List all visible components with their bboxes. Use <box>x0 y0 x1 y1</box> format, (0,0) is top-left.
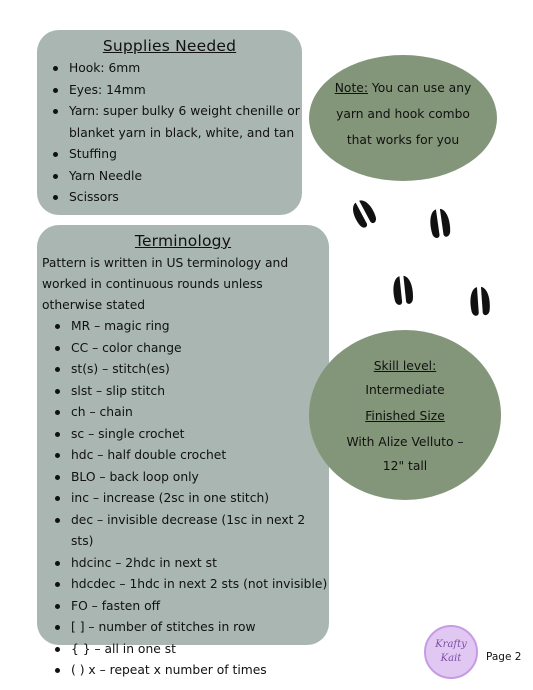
supplies-item: Yarn Needle <box>51 166 302 188</box>
size-line-2: 12" tall <box>382 459 428 473</box>
term-item: ch – chain <box>53 402 329 424</box>
terminology-intro: Pattern is written in US terminology and worked in continuous rounds unless otherwise stated <box>42 256 289 312</box>
logo-line-1: Krafty <box>435 639 467 650</box>
term-item: inc – increase (2sc in one stitch) <box>53 488 329 510</box>
hoofprint-icon <box>347 197 381 231</box>
skill-label: Skill level: <box>373 359 437 373</box>
skill-level: Intermediate <box>365 383 445 397</box>
supplies-item: Eyes: 14mm <box>51 80 302 102</box>
supplies-item: Scissors <box>51 187 302 209</box>
hoofprint-icon <box>385 272 421 310</box>
term-item: hdc – half double crochet <box>53 445 329 467</box>
terminology-title: Terminology <box>134 232 232 250</box>
skill-oval <box>309 330 501 500</box>
term-item: sc – single crochet <box>53 424 329 446</box>
term-item: ( ) x – repeat x number of times <box>53 660 329 682</box>
hoofprint-icon <box>462 283 498 321</box>
krafty-kait-logo <box>424 625 478 679</box>
note-body: You can use any yarn and hook combo that works for you <box>336 81 472 147</box>
term-item: { } – all in one st <box>53 639 329 661</box>
size-label: Finished Size <box>365 409 445 423</box>
term-item: CC – color change <box>53 338 329 360</box>
note-text <box>325 75 481 153</box>
supplies-item: Yarn: super bulky 6 weight chenille or blanket yarn in black, white, and tan <box>51 101 302 144</box>
terminology-panel <box>37 225 329 677</box>
supplies-item: Stuffing <box>51 144 302 166</box>
term-item: FO – fasten off <box>53 596 329 618</box>
term-item: dec – invisible decrease (1sc in next 2 sts) <box>53 510 329 553</box>
supplies-item: Hook: 6mm <box>51 58 302 80</box>
hoofprint-icon <box>423 205 457 243</box>
term-item: hdcinc – 2hdc in next st <box>53 553 329 575</box>
supplies-list <box>37 58 302 209</box>
supplies-panel <box>37 30 302 215</box>
size-line-1: With Alize Velluto – <box>346 435 464 449</box>
page-number: Page 2 <box>486 651 522 663</box>
term-item: hdcdec – 1hdc in next 2 sts (not invisible) <box>53 574 329 596</box>
logo-line-2: Kait <box>440 653 462 664</box>
terminology-list <box>37 316 329 682</box>
note-oval <box>309 55 497 181</box>
term-item: MR – magic ring <box>53 316 329 338</box>
term-item: BLO – back loop only <box>53 467 329 489</box>
supplies-title: Supplies Needed <box>102 37 237 55</box>
note-label: Note: <box>334 81 368 95</box>
term-item: [ ] – number of stitches in row <box>53 617 329 639</box>
term-item: st(s) – stitch(es) <box>53 359 329 381</box>
term-item: slst – slip stitch <box>53 381 329 403</box>
